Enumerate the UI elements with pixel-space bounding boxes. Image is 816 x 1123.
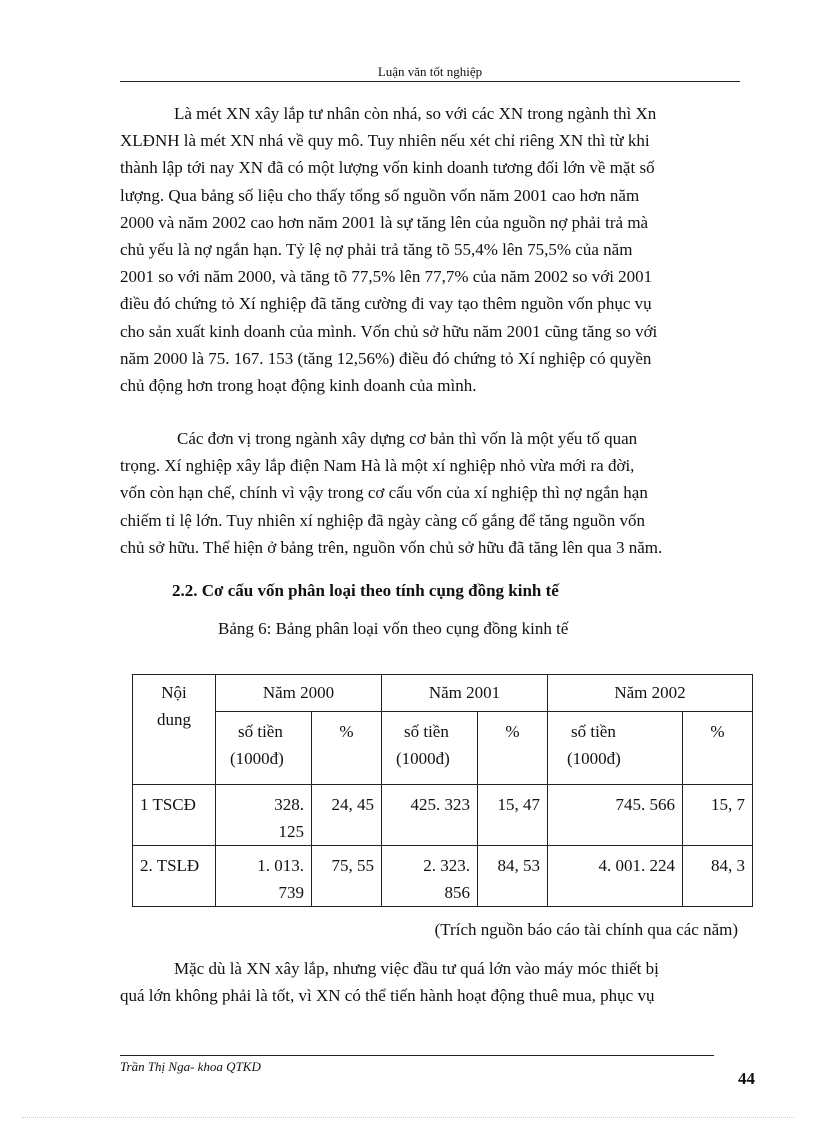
header-rule bbox=[120, 81, 740, 82]
footer-author: Trần Thị Nga- khoa QTKD bbox=[120, 1059, 261, 1074]
section-heading: 2.2. Cơ cấu vốn phân loại theo tính cụng đồng kinh tế bbox=[172, 581, 559, 600]
percent-cell bbox=[312, 846, 382, 907]
amount-cell bbox=[548, 846, 683, 907]
paragraph-line: lượng. Qua bảng số liệu cho thấy tổng số nguồn vốn năm 2001 cao hơn năm bbox=[120, 185, 640, 205]
row-label-cell bbox=[133, 785, 216, 846]
percent-cell bbox=[683, 785, 753, 846]
percent-cell bbox=[478, 846, 548, 907]
paragraph-line: cho sản xuất kinh doanh của mình. Vốn chủ sở hữu năm 2001 cũng tăng so với bbox=[120, 321, 658, 341]
paragraph-line: năm 2000 là 75. 167. 153 (tăng 12,56%) điều đó chứng tỏ Xí nghiệp có quyền bbox=[120, 348, 652, 368]
paragraph-line: chủ động hơn trong hoạt động kinh doanh của mình. bbox=[120, 376, 477, 396]
cell-text: 739 bbox=[278, 883, 304, 902]
amount-cell bbox=[548, 785, 683, 846]
percent-header-cell bbox=[478, 712, 548, 785]
source-note: (Trích nguồn báo cáo tài chính qua các năm) bbox=[434, 920, 738, 939]
cell-text: 425. 323 bbox=[410, 795, 470, 814]
cell-text: 84, 53 bbox=[497, 856, 540, 875]
row-label-cell bbox=[133, 846, 216, 907]
cell-text: 15, 47 bbox=[497, 795, 540, 814]
header-text: % bbox=[710, 722, 725, 741]
cell-text: 125 bbox=[278, 822, 304, 841]
amount-header-cell bbox=[382, 712, 478, 785]
paragraph-line: Các đơn vị trong ngành xây dựng cơ bản thì vốn là một yếu tố quan bbox=[177, 429, 638, 448]
amount-cell bbox=[216, 785, 312, 846]
table-subheader-row bbox=[133, 712, 753, 785]
header-text: số tiền bbox=[404, 722, 449, 741]
table-row bbox=[133, 785, 753, 846]
header-text: số tiền bbox=[571, 722, 616, 741]
cell-text: 1. 013. bbox=[257, 856, 304, 875]
paragraph-line: trọng. Xí nghiệp xây lắp điện Nam Hà là một xí nghiệp nhỏ vừa mới ra đời, bbox=[120, 456, 635, 476]
header-text: (1000đ) bbox=[230, 749, 284, 768]
paragraph-2 bbox=[120, 425, 740, 561]
header-text: số tiền bbox=[238, 722, 283, 741]
header-text: dung bbox=[157, 710, 191, 729]
percent-header-cell bbox=[683, 712, 753, 785]
year-header-2000: Năm 2000 bbox=[216, 675, 382, 712]
cell-text: 856 bbox=[444, 883, 470, 902]
paragraph-1 bbox=[120, 100, 740, 399]
header-text: Nội bbox=[161, 683, 187, 702]
page-header: Luận văn tốt nghiệp bbox=[377, 64, 483, 79]
row-label: 2. TSLĐ bbox=[140, 856, 200, 875]
paragraph-line: quá lớn không phải là tốt, vì XN có thể tiến hành hoạt động thuê mua, phục vụ bbox=[120, 986, 655, 1006]
table-caption: Bảng 6: Bảng phân loại vốn theo cụng đồng kinh tế bbox=[218, 619, 569, 638]
amount-cell bbox=[382, 785, 478, 846]
year-header-2002: Năm 2002 bbox=[548, 675, 753, 712]
paragraph-line: vốn còn hạn chế, chính vì vậy trong cơ cấu vốn của xí nghiệp thì nợ ngắn hạn bbox=[120, 483, 648, 503]
amount-cell bbox=[382, 846, 478, 907]
page-edge-dots bbox=[22, 1117, 794, 1118]
paragraph-line: Mặc dù là XN xây lắp, nhưng việc đầu tư quá lớn vào máy móc thiết bị bbox=[174, 959, 659, 978]
capital-classification-table bbox=[132, 674, 753, 907]
amount-cell bbox=[216, 846, 312, 907]
paragraph-line: điều đó chứng tỏ Xí nghiệp đã tăng cường đi vay tạo thêm nguồn vốn phục vụ bbox=[120, 294, 652, 314]
year-header-2001: Năm 2001 bbox=[382, 675, 548, 712]
paragraph-line: chiếm tỉ lệ lớn. Tuy nhiên xí nghiệp đã ngày càng cố gắng để tăng nguồn vốn bbox=[120, 510, 646, 530]
cell-text: 745. 566 bbox=[615, 795, 675, 814]
paragraph-line: XLĐNH là mét XN nhá về quy mô. Tuy nhiên nếu xét chỉ riêng XN thì từ khi bbox=[120, 131, 650, 151]
table-header-row bbox=[133, 675, 753, 712]
paragraph-line: thành lập tới nay XN đã có một lượng vốn kinh doanh tương đối lớn về mặt số bbox=[120, 158, 655, 178]
percent-cell bbox=[683, 846, 753, 907]
content-header-cell bbox=[133, 675, 216, 785]
percent-cell bbox=[478, 785, 548, 846]
header-text: (1000đ) bbox=[396, 749, 450, 768]
paragraph-3 bbox=[120, 955, 740, 1009]
percent-cell bbox=[312, 785, 382, 846]
header-text: % bbox=[339, 722, 354, 741]
header-text: % bbox=[505, 722, 520, 741]
paragraph-line: 2001 so với năm 2000, và tăng tõ 77,5% lên 77,7% của năm 2002 so với 2001 bbox=[120, 267, 653, 287]
percent-header-cell bbox=[312, 712, 382, 785]
header-text: (1000đ) bbox=[567, 749, 621, 768]
cell-text: 2. 323. bbox=[423, 856, 470, 875]
cell-text: 24, 45 bbox=[331, 795, 374, 814]
amount-header-cell bbox=[548, 712, 683, 785]
paragraph-line: chủ yếu là nợ ngắn hạn. Tỷ lệ nợ phải trả tăng tõ 55,4% lên 75,5% của năm bbox=[120, 240, 633, 260]
cell-text: 4. 001. 224 bbox=[598, 856, 675, 875]
amount-header-cell bbox=[216, 712, 312, 785]
cell-text: 15, 7 bbox=[711, 795, 745, 814]
cell-text: 75, 55 bbox=[331, 856, 374, 875]
table-row bbox=[133, 846, 753, 907]
paragraph-line: 2000 và năm 2002 cao hơn năm 2001 là sự tăng lên của nguồn nợ phải trả mà bbox=[120, 212, 649, 232]
footer-rule bbox=[120, 1055, 714, 1056]
page-number: 44 bbox=[738, 1069, 755, 1088]
paragraph-line: Là mét XN xây lắp tư nhân còn nhá, so với các XN trong ngành thì Xn bbox=[174, 104, 657, 123]
row-label: 1 TSCĐ bbox=[140, 795, 196, 814]
paragraph-line: chủ sở hữu. Thể hiện ở bảng trên, nguồn vốn chủ sở hữu đã tăng lên qua 3 năm. bbox=[120, 537, 663, 557]
cell-text: 328. bbox=[274, 795, 304, 814]
cell-text: 84, 3 bbox=[711, 856, 745, 875]
